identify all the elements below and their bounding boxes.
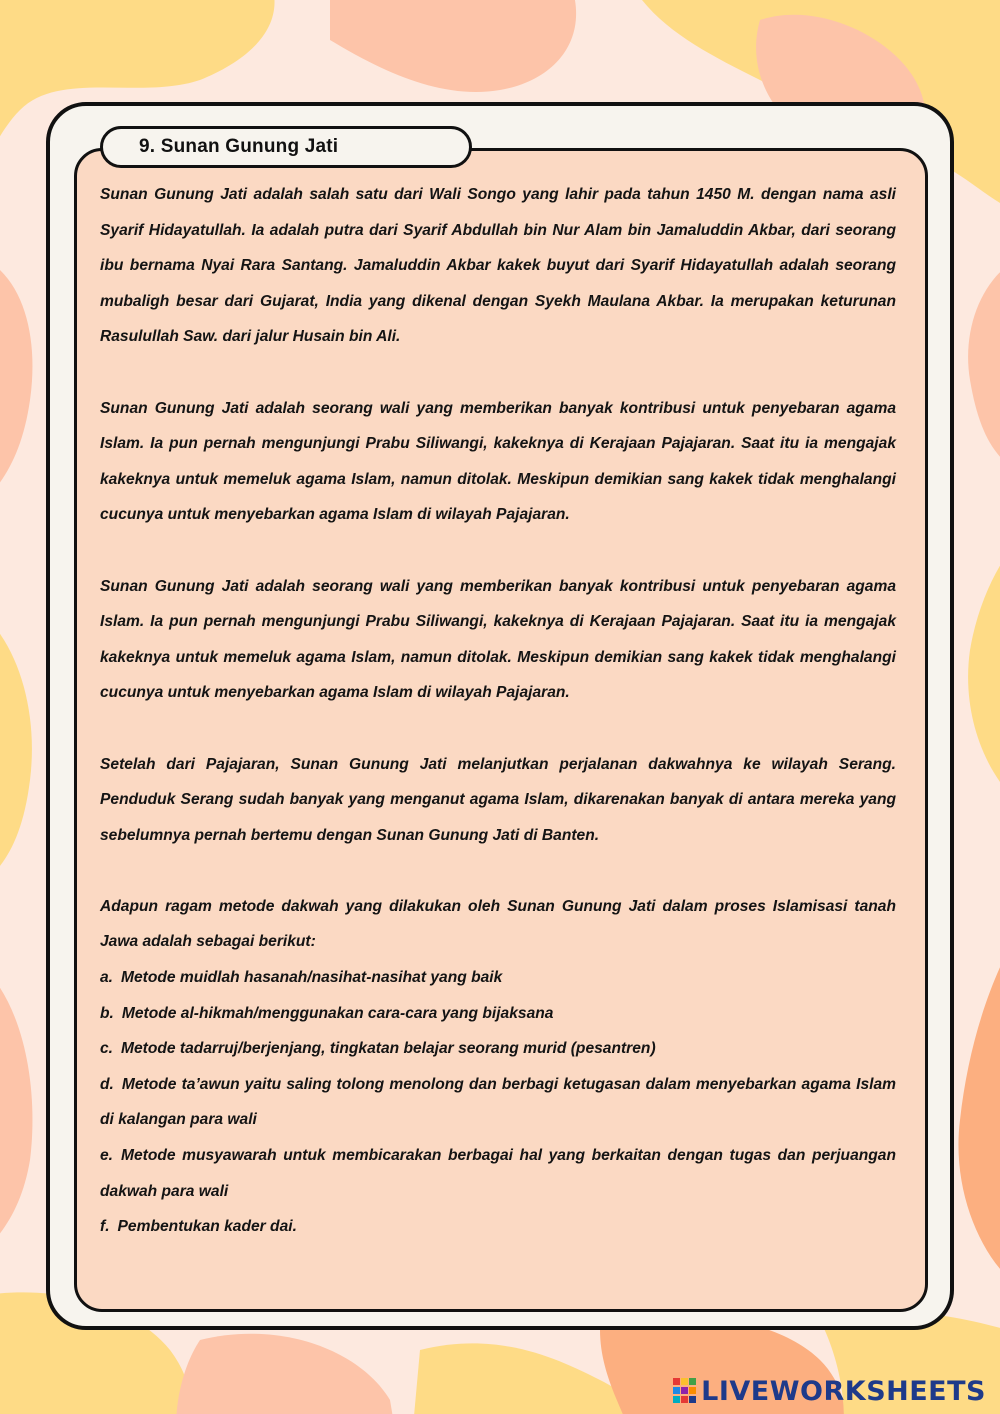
list-item-text: Metode ta’awun yaitu saling tolong menolong dan berbagi ketugasan dalam menyebarkan agama Islam di kalangan para wali [100,1075,896,1129]
list-item-text: Metode musyawarah untuk membicarakan berbagai hal yang berkaitan dengan tugas dan perjuangan dakwah para wali [100,1147,896,1200]
list-item [100,960,896,996]
list-item [100,996,896,1032]
title-tab [100,126,472,168]
list-marker: a. [100,969,114,987]
paragraph-4: Setelah dari Pajajaran, Sunan Gunung Jati melanjutkan perjalanan dakwahnya ke wilayah Serang. Penduduk Serang sudah banyak yang menganut agama Islam, dikarenakan banyak di antara mereka yang sebelumnya pernah bertemu dengan Sunan Gunung Jati di Banten. [100,755,896,844]
list-marker: c. [100,1040,114,1058]
list-marker: d. [100,1075,114,1093]
list-item-text: Metode tadarruj/berjenjang, tingkatan belajar seorang murid (pesantren) [121,1040,656,1058]
liveworksheets-logo-icon [673,1378,697,1404]
paragraph-1: Sunan Gunung Jati adalah salah satu dari Wali Songo yang lahir pada tahun 1450 M. dengan nama asli Syarif Hidayatullah. Ia adalah putra dari Syarif Abdullah bin Nur Alam bin Jamaluddin Akbar, dari seorang ibu bernama Nyai Rara Santang. Jamaluddin Akbar kakek buyut dari Syarif Hidayatullah adalah seorang mubaligh besar dari Gujarat, India yang dikenal dengan Syekh Maulana Akbar. Ia merupakan keturunan Rasulullah Saw. dari jalur Husain bin Ali. [100,186,896,346]
list-marker: e. [100,1147,114,1165]
logo-text: LIVEWORKSHEETS [701,1375,986,1407]
paragraph-3: Sunan Gunung Jati adalah seorang wali yang memberikan banyak kontribusi untuk penyebaran agama Islam. Ia pun pernah mengunjungi Prabu Siliwangi, kakeknya di Kerajaan Pajajaran. Saat itu ia mengajak kakeknya untuk memeluk agama Islam, namun ditolak. Meskipun demikian sang kakek tidak menghalangi cucunya untuk menyebarkan agama Islam di wilayah Pajajaran. [100,577,896,702]
content-body [100,177,896,1245]
page-title: 9. Sunan Gunung Jati [139,136,339,157]
list-item [100,1138,896,1209]
list-item-text: Metode muidlah hasanah/nasihat-nasihat yang baik [121,969,503,987]
list-marker: f. [100,1218,110,1236]
list-item [100,1031,896,1067]
paragraph-2: Sunan Gunung Jati adalah seorang wali yang memberikan banyak kontribusi untuk penyebaran agama Islam. Ia pun pernah mengunjungi Prabu Siliwangi, kakeknya di Kerajaan Pajajaran. Saat itu ia mengajak kakeknya untuk memeluk agama Islam, namun ditolak. Meskipun demikian sang kakek tidak menghalangi cucunya untuk menyebarkan agama Islam di wilayah Pajajaran. [100,399,896,524]
liveworksheets-logo[interactable] [673,1374,986,1408]
list-marker: b. [100,1004,114,1022]
methods-intro: Adapun ragam metode dakwah yang dilakukan oleh Sunan Gunung Jati dalam proses Islamisasi tanah Jawa adalah sebagai berikut: [100,897,896,951]
list-item-text: Metode al-hikmah/menggunakan cara-cara yang bijaksana [121,1004,554,1022]
list-item-text: Pembentukan kader dai. [117,1218,297,1236]
list-item [100,1209,896,1245]
methods-list [100,960,896,1245]
list-item [100,1067,896,1138]
